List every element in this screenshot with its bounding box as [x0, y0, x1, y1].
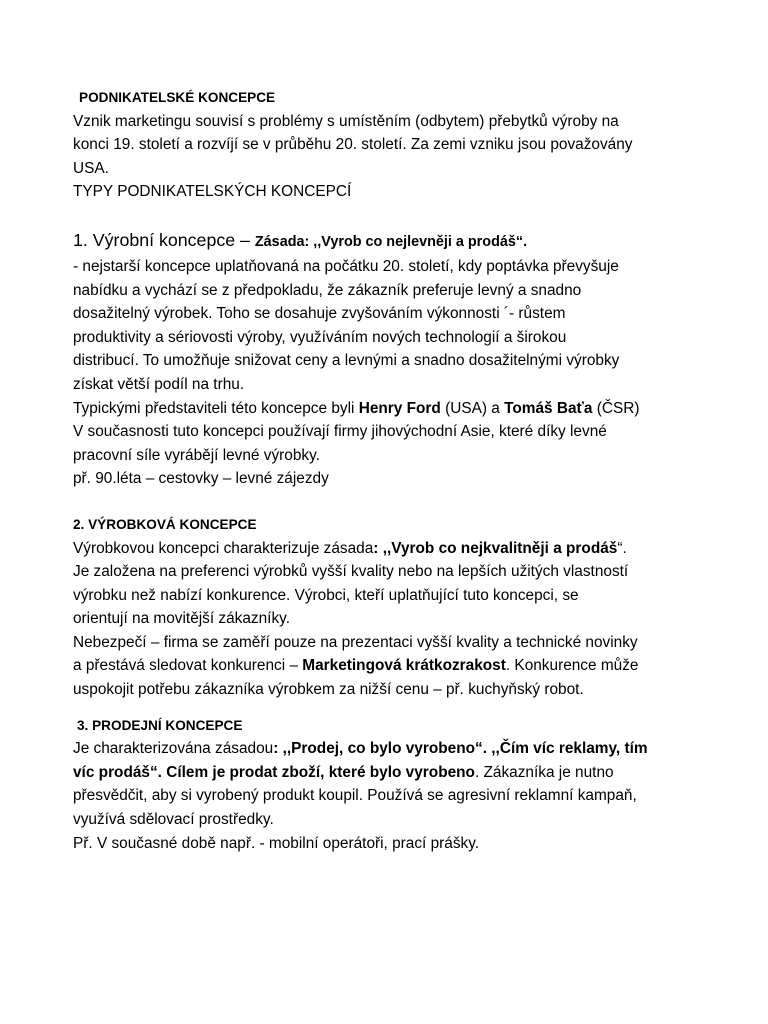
section-2-heading: 2. VÝROBKOVÁ KONCEPCE [73, 516, 257, 532]
section-3-principle-prefix: Je charakterizována zásadou [73, 740, 274, 758]
section-1-example: př. 90.léta – cestovky – levné zájezdy [73, 470, 329, 488]
types-heading: TYPY PODNIKATELSKÝCH KONCEPCÍ [73, 183, 352, 201]
section-3-goal [73, 761, 695, 785]
section-vyrobni-koncepce [73, 227, 695, 491]
section-1-line: získat větší podíl na trhu. [73, 375, 245, 393]
intro-line: USA. [73, 159, 109, 177]
marketing-myopia-term: Marketingová krátkozrakost [302, 657, 506, 675]
section-1-principle: Zásada: ,,Vyrob co nejlevněji a prodáš“. [254, 233, 528, 250]
section-vyrobkova-koncepce [73, 513, 695, 702]
section-1-line: produktivity a sériovosti výroby, využíváním nových technologií a širokou [73, 328, 567, 346]
section-2-principle-suffix: “. [617, 539, 627, 557]
spacer [73, 702, 695, 714]
section-1-line: pracovní síle vyrábějí levné výrobky. [73, 446, 320, 464]
spacer [73, 204, 695, 227]
spacer [73, 491, 695, 513]
section-3-goal-suffix: . Zákazníka je nutno [474, 763, 614, 781]
section-2-risk-line [73, 654, 695, 678]
section-3-example: Př. V současné době např. - mobilní operátoři, prací prášky. [73, 834, 480, 852]
section-2-principle-prefix: Výrobkovou koncepci charakterizuje zásada [73, 539, 374, 557]
representative-henry-ford: Henry Ford [358, 399, 441, 417]
representatives-prefix: Typickými představiteli této koncepce byli [73, 399, 359, 417]
section-2-line: Nebezpečí – firma se zaměří pouze na prezentaci vyšší kvality a technické novinky [73, 633, 638, 651]
document-title: PODNIKATELSKÉ KONCEPCE [79, 90, 276, 105]
risk-prefix: a přestává sledovat konkurenci – [73, 657, 303, 675]
section-2-line: orientují na movitější zákazníky. [73, 610, 290, 628]
representatives-suffix: (ČSR) [592, 399, 640, 417]
section-3-line: přesvědčit, aby si vyrobený produkt koupil. Používá se agresivní reklamní kampaň, [73, 787, 637, 805]
intro-line: Vznik marketingu souvisí s problémy s umístěním (odbytem) přebytků výroby na [73, 112, 619, 130]
risk-suffix: . Konkurence může [505, 657, 639, 675]
section-2-principle-text: : ,,Vyrob co nejkvalitněji a prodáš [373, 539, 618, 557]
section-1-line: V současnosti tuto koncepci používají firmy jihovýchodní Asie, které díky levné [73, 423, 607, 441]
section-1-line: - nejstarší koncepce uplatňovaná na počátku 20. století, kdy poptávka převyšuje [73, 257, 619, 275]
section-1-representatives [73, 397, 695, 421]
intro-line: konci 19. století a rozvíjí se v průběhu 20. století. Za zemi vzniku jsou považovány [73, 136, 633, 154]
section-prodejni-koncepce [73, 714, 695, 856]
intro-paragraph [73, 110, 695, 181]
section-2-line: výrobku než nabízí konkurence. Výrobci, kteří uplatňující tuto koncepci, se [73, 586, 579, 604]
section-3-heading: 3. PRODEJNÍ KONCEPCE [77, 717, 243, 733]
section-1-line: dosažitelný výrobek. Toho se dosahuje zvyšováním výkonnosti ´- růstem [73, 305, 566, 323]
section-3-principle-text: : ,,Prodej, co bylo vyrobeno“. ,,Čím víc reklamy, tím [273, 740, 648, 758]
document-page [73, 86, 695, 855]
representatives-mid: (USA) a [440, 399, 505, 417]
section-3-goal-text: víc prodáš“. Cílem je prodat zboží, které bylo vyrobeno [73, 763, 475, 781]
section-3-principle [73, 737, 695, 761]
section-2-line: uspokojit potřebu zákazníka výrobkem za nižší cenu – př. kuchyňský robot. [73, 681, 584, 699]
section-3-line: využívá sdělovací prostředky. [73, 811, 274, 829]
section-2-line: Je založena na preferenci výrobků vyšší kvality nebo na lepších užitých vlastností [73, 563, 629, 581]
section-1-line: nabídku a vychází se z předpokladu, že zákazník preferuje levný a snadno [73, 281, 582, 299]
section-1-dash: – [235, 229, 255, 250]
representative-tomas-bata: Tomáš Baťa [504, 399, 593, 417]
section-1-heading [73, 227, 695, 255]
section-1-line: distribucí. To umožňuje snižovat ceny a levnými a snadno dosažitelnými výrobky [73, 352, 620, 370]
section-1-title: 1. Výrobní koncepce [73, 229, 236, 250]
section-2-principle [73, 537, 695, 561]
